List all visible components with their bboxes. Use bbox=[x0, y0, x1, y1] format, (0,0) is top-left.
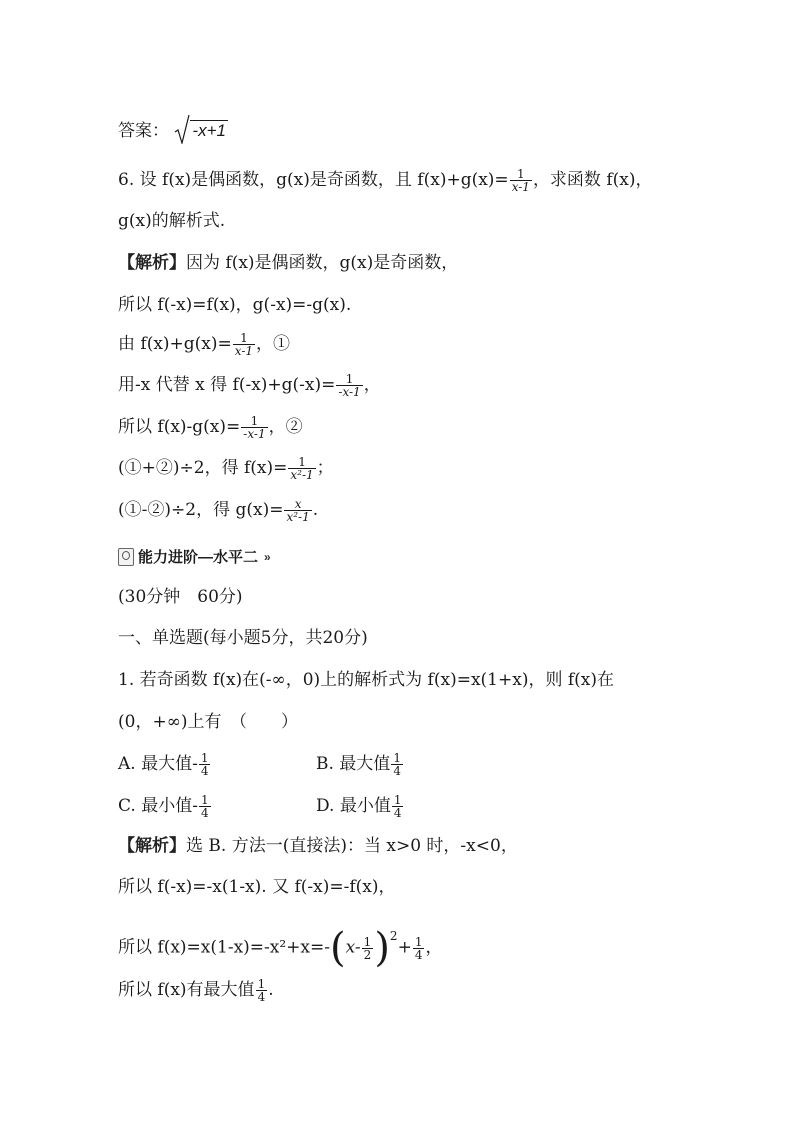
fraction bbox=[284, 498, 311, 523]
frac-num: 1 bbox=[393, 751, 401, 765]
text: x- bbox=[345, 937, 361, 958]
q6-text-a: 6. 设 f(x)是偶函数，g(x)是奇函数，且 f(x)+g(x)= bbox=[118, 170, 509, 190]
text: ，② bbox=[268, 417, 303, 437]
sqrt-expression bbox=[174, 120, 228, 142]
fraction bbox=[256, 978, 268, 1003]
fraction bbox=[288, 456, 315, 481]
section-header bbox=[118, 546, 271, 567]
sol6-line7 bbox=[118, 498, 318, 523]
q6-line2: g(x)的解析式. bbox=[118, 211, 226, 231]
fraction bbox=[362, 936, 374, 961]
frac-den: x²-1 bbox=[286, 510, 310, 524]
double-chevron-icon: » bbox=[264, 549, 271, 564]
option-label: B. 最大值 bbox=[316, 754, 391, 774]
sol6-line4 bbox=[118, 373, 381, 398]
sol6-line6 bbox=[118, 456, 334, 481]
frac-num: 1 bbox=[363, 934, 372, 949]
text: (①-②)÷2，得 g(x)= bbox=[118, 500, 284, 520]
option-c[interactable] bbox=[118, 794, 212, 819]
text: + bbox=[397, 937, 412, 958]
frac-den: 4 bbox=[200, 764, 209, 778]
part-title: 一、单选题(每小题5分，共20分) bbox=[118, 628, 368, 648]
bulb-icon bbox=[118, 548, 134, 566]
fraction bbox=[413, 936, 425, 961]
frac-num: 1 bbox=[200, 793, 209, 807]
sol6-line1 bbox=[118, 252, 458, 274]
frac-den: x-1 bbox=[511, 180, 530, 194]
time-score: (30分钟 60分) bbox=[118, 587, 243, 607]
text: 由 f(x)+g(x)= bbox=[118, 334, 232, 354]
fraction bbox=[199, 752, 211, 777]
q1-line2: (0，+∞)上有 （ ） bbox=[118, 712, 298, 732]
frac-num: 1 bbox=[510, 168, 532, 181]
frac-den: 4 bbox=[200, 806, 209, 820]
right-paren: ) bbox=[374, 925, 390, 971]
text: ， bbox=[425, 937, 443, 958]
frac-num: 1 bbox=[288, 456, 315, 469]
exponent: 2 bbox=[389, 928, 398, 943]
option-b[interactable] bbox=[316, 752, 404, 777]
fraction bbox=[199, 794, 211, 819]
q6-line1 bbox=[118, 168, 653, 193]
option-a[interactable] bbox=[118, 752, 211, 777]
frac-den: 4 bbox=[393, 806, 402, 820]
sol1-text: 选 B. 方法一(直接法)：当 x>0 时，-x<0， bbox=[186, 836, 518, 856]
left-paren: ( bbox=[330, 925, 346, 971]
option-d[interactable] bbox=[316, 794, 404, 819]
sol6-line3 bbox=[118, 332, 290, 357]
frac-den: 4 bbox=[414, 947, 423, 962]
solution-tag: 【解析】 bbox=[118, 253, 186, 273]
fraction bbox=[391, 752, 403, 777]
fraction bbox=[233, 332, 255, 357]
frac-den: 4 bbox=[257, 990, 266, 1004]
frac-den: x²-1 bbox=[290, 468, 314, 482]
frac-num: 1 bbox=[336, 373, 362, 386]
sol1-line2: 所以 f(-x)=-x(1-x). 又 f(-x)=-f(x)， bbox=[118, 877, 396, 897]
q1-line1: 1. 若奇函数 f(x)在(-∞，0)上的解析式为 f(x)=x(1+x)，则 f(x)在 bbox=[118, 670, 614, 690]
frac-num: 1 bbox=[393, 793, 402, 807]
sol1-line3 bbox=[118, 925, 443, 971]
text: . bbox=[312, 500, 319, 520]
frac-den: -x-1 bbox=[243, 427, 266, 441]
fraction bbox=[392, 794, 404, 819]
text: 所以 f(x)=x(1-x)=-x²+x=- bbox=[118, 937, 331, 958]
text: ； bbox=[316, 458, 334, 478]
sol6-line2: 所以 f(-x)=f(x)，g(-x)=-g(x). bbox=[118, 295, 352, 315]
section-title: 能力进阶—水平二 bbox=[138, 549, 259, 566]
sol6-text: 因为 f(x)是偶函数，g(x)是奇函数， bbox=[186, 253, 459, 273]
text: . bbox=[268, 980, 274, 1000]
text: ， bbox=[363, 375, 381, 395]
solution-tag: 【解析】 bbox=[118, 836, 186, 856]
sol1-line4 bbox=[118, 978, 274, 1003]
radicand: -x+1 bbox=[192, 121, 226, 140]
sol1-line1 bbox=[118, 835, 518, 857]
option-label: D. 最小值 bbox=[316, 796, 391, 816]
option-label: C. 最小值- bbox=[118, 796, 198, 816]
q6-text-b: ，求函数 f(x)， bbox=[532, 170, 653, 190]
frac-den: 4 bbox=[393, 764, 401, 778]
option-label: A. 最大值- bbox=[118, 754, 198, 774]
frac-num: 1 bbox=[233, 332, 255, 345]
frac-den: -x-1 bbox=[338, 385, 361, 399]
frac-num: 1 bbox=[241, 415, 267, 428]
q6-fraction bbox=[510, 168, 532, 193]
text: 用-x 代替 x 得 f(-x)+g(-x)= bbox=[118, 375, 336, 395]
prev-answer-line bbox=[118, 120, 228, 142]
answer-label: 答案： bbox=[118, 121, 169, 141]
frac-num: x bbox=[284, 498, 311, 511]
text: (①+②)÷2，得 f(x)= bbox=[118, 458, 288, 478]
frac-num: 1 bbox=[200, 751, 209, 765]
fraction bbox=[241, 415, 267, 440]
frac-num: 1 bbox=[414, 934, 423, 949]
fraction bbox=[336, 373, 362, 398]
frac-num: 1 bbox=[257, 977, 266, 991]
text: 所以 f(x)有最大值 bbox=[118, 980, 255, 1000]
frac-den: x-1 bbox=[234, 344, 254, 358]
text: ，① bbox=[256, 334, 291, 354]
text: 所以 f(x)-g(x)= bbox=[118, 417, 241, 437]
frac-den: 2 bbox=[363, 947, 372, 962]
sol6-line5 bbox=[118, 415, 303, 440]
